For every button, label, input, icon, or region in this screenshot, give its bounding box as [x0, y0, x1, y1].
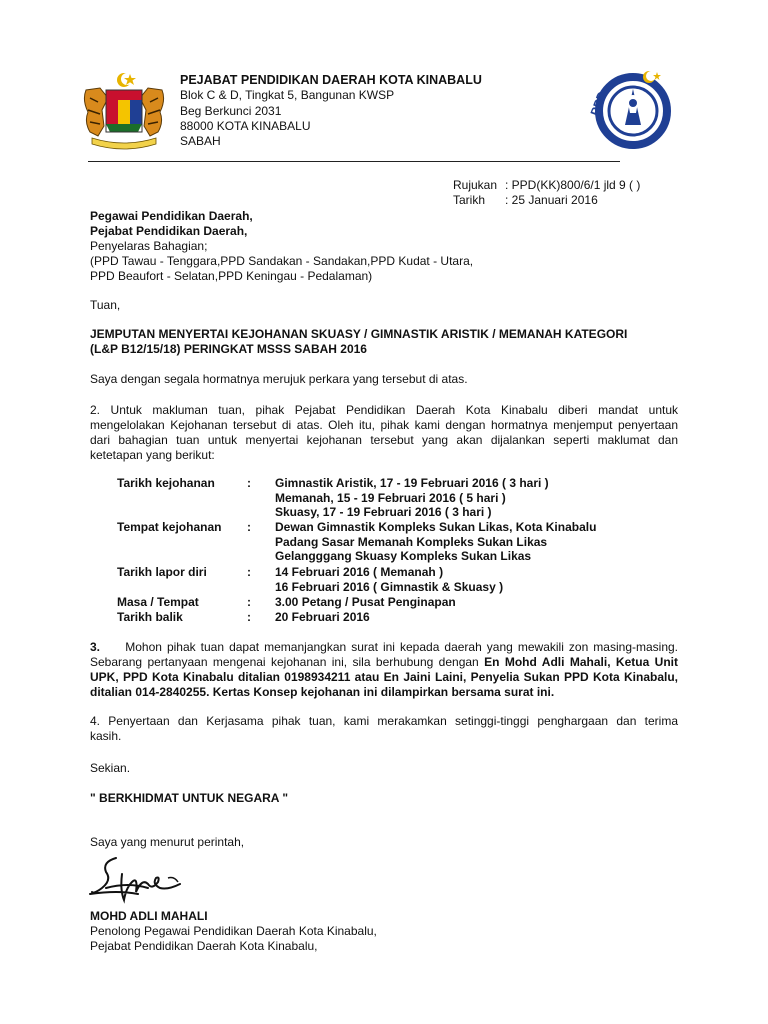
subject-line: (L&P B12/15/18) PERINGKAT MSSS SABAH 2016 [90, 342, 367, 356]
detail-value: 14 Februari 2016 ( Memanah ) [275, 565, 444, 579]
paragraph-2-line: dari bahagian tuan untuk menyertai kejohanan tersebut yang akan dijalankan seperti maklumat dan [90, 433, 678, 447]
detail-value: Memanah, 15 - 19 Februari 2016 ( 5 hari ) [275, 491, 506, 505]
address-line: 88000 KOTA KINABALU [180, 119, 311, 133]
paragraph-3-text: Mohon pihak tuan dapat memanjangkan surat ini kepada daerah yang mewakili zon masing-masing. [125, 640, 679, 654]
detail-colon: : [247, 610, 251, 624]
detail-colon: : [247, 476, 251, 490]
detail-label: Tarikh balik [117, 610, 183, 624]
paragraph-2-line: mengelolakan Kejohanan tersebut di atas. Oleh itu, pihak kami dengan hormatnya menjemput penyertaan [90, 418, 678, 432]
header-divider [88, 161, 620, 162]
contact-person: En Mohd Adli Mahali, Ketua Unit [484, 655, 678, 669]
paragraph-4-line: 4. Penyertaan dan Kerjasama pihak tuan, kami merakamkan setinggi-tinggi penghargaan dan terima [90, 714, 678, 728]
paragraph-1: Saya dengan segala hormatnya merujuk perkara yang tersebut di atas. [90, 372, 468, 386]
tarikh-value: : 25 Januari 2016 [505, 193, 598, 207]
detail-value: Dewan Gimnastik Kompleks Sukan Likas, Kota Kinabalu [275, 520, 597, 534]
detail-value: Gimnastik Aristik, 17 - 19 Februari 2016 ( 3 hari ) [275, 476, 549, 490]
recipient-line: (PPD Tawau - Tenggara,PPD Sandakan - Sandakan,PPD Kudat - Utara, [90, 254, 474, 268]
ppd-logo [583, 67, 675, 151]
paragraph-3-line [90, 640, 678, 655]
recipient-line: Pejabat Pendidikan Daerah, [90, 224, 248, 238]
detail-value: 16 Februari 2016 ( Gimnastik & Skuasy ) [275, 580, 504, 594]
rujukan-label: Rujukan [453, 178, 498, 192]
subject-line: JEMPUTAN MENYERTAI KEJOHANAN SKUASY / GIMNASTIK ARISTIK / MEMANAH KATEGORI [90, 327, 628, 341]
perintah: Saya yang menurut perintah, [90, 835, 245, 849]
paragraph-4-line: kasih. [90, 729, 122, 743]
detail-label: Tempat kejohanan [117, 520, 222, 534]
address-line: Beg Berkunci 2031 [180, 104, 282, 118]
detail-label: Tarikh lapor diri [117, 565, 207, 579]
recipient-line: Penyelaras Bahagian; [90, 239, 208, 253]
paragraph-2-line: 2. Untuk makluman tuan, pihak Pejabat Pendidikan Daerah Kota Kinabalu diberi mandat untuk [90, 403, 678, 417]
signature [88, 848, 208, 908]
paragraph-2-line: ketetapan yang berikut: [90, 448, 215, 462]
detail-value: 20 Februari 2016 [275, 610, 370, 624]
detail-label: Tarikh kejohanan [117, 476, 215, 490]
detail-value: Padang Sasar Memanah Kompleks Sukan Likas [275, 535, 548, 549]
detail-colon: : [247, 595, 251, 609]
address-line: Blok C & D, Tingkat 5, Bangunan KWSP [180, 88, 395, 102]
paragraph-3-line: UPK, PPD Kota Kinabalu ditalian 0198934211 atau En Jaini Laini, Penyelia Sukan PPD Kota Kinabalu, [90, 670, 678, 684]
detail-colon: : [247, 565, 251, 579]
detail-value: Skuasy, 17 - 19 Februari 2016 ( 3 hari ) [275, 505, 492, 519]
motto: " BERKHIDMAT UNTUK NEGARA " [90, 791, 289, 805]
paragraph-number: 3. [90, 640, 101, 654]
salutation: Tuan, [90, 298, 121, 312]
rujukan-value: : PPD(KK)800/6/1 jld 9 ( ) [505, 178, 641, 192]
closing: Sekian. [90, 761, 131, 775]
paragraph-3-text: Sebarang pertanyaan mengenai kejohanan ini, sila berhubung dengan [90, 655, 485, 669]
paragraph-3-line [90, 655, 678, 670]
detail-label: Masa / Tempat [117, 595, 199, 609]
detail-colon: : [247, 520, 251, 534]
signer-title: Pejabat Pendidikan Daerah Kota Kinabalu, [90, 939, 318, 953]
detail-value: Gelangggang Skuasy Kompleks Sukan Likas [275, 549, 532, 563]
office-name: PEJABAT PENDIDIKAN DAERAH KOTA KINABALU [180, 73, 482, 87]
detail-value: 3.00 Petang / Pusat Penginapan [275, 595, 456, 609]
tarikh-label: Tarikh [453, 193, 486, 207]
ppd-logo-text: PPD [587, 89, 610, 118]
signer-name: MOHD ADLI MAHALI [90, 909, 208, 923]
recipient-line: PPD Beaufort - Selatan,PPD Keningau - Pedalaman) [90, 269, 373, 283]
address-line: SABAH [180, 134, 221, 148]
signer-title: Penolong Pegawai Pendidikan Daerah Kota Kinabalu, [90, 924, 377, 938]
paragraph-3-line: ditalian 014-2840255. Kertas Konsep kejohanan ini dilampirkan bersama surat ini. [90, 685, 555, 699]
paragraph-2 [90, 403, 678, 463]
recipient-line: Pegawai Pendidikan Daerah, [90, 209, 253, 223]
paragraph-3 [90, 640, 678, 700]
coat-of-arms-logo [78, 70, 170, 152]
paragraph-4 [90, 714, 678, 744]
